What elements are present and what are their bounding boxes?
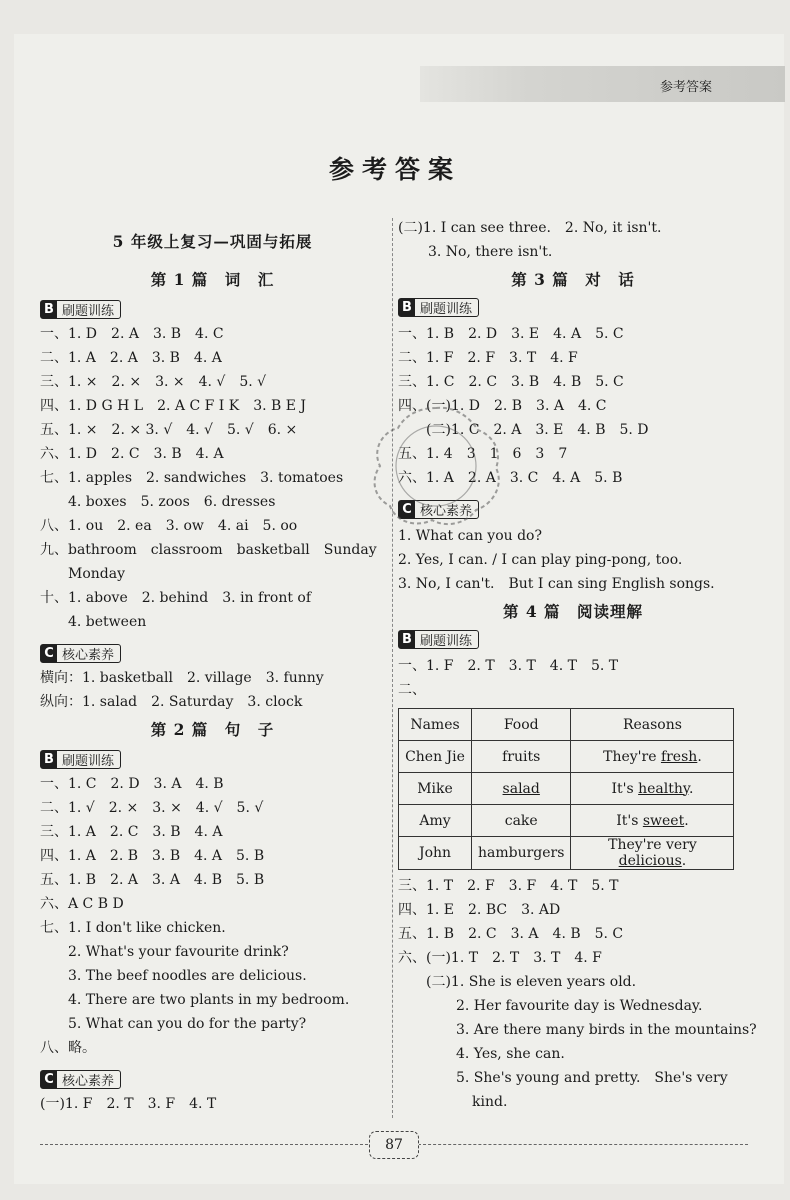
reason-text: . [684, 812, 689, 829]
answer-line: 4. Yes, she can. [456, 1046, 565, 1062]
badge-text: 刷题训练 [62, 754, 115, 769]
answer-line: 四、1. E 2. BC 3. AD [398, 902, 561, 918]
badge-core [40, 1070, 121, 1089]
reason-keyword: delicious [618, 853, 682, 869]
answer-line: 六、(一)1. T 2. T 3. T 4. F [398, 950, 602, 966]
section-title-sentences: 第 2 篇 句 子 [150, 720, 275, 739]
badge-text: 刷题训练 [62, 304, 115, 319]
table-cell [571, 805, 734, 837]
page-number: 87 [369, 1131, 419, 1159]
answer-line: 4. There are two plants in my bedroom. [68, 992, 350, 1008]
table-cell: Amy [399, 805, 472, 837]
section-title-reading: 第 4 篇 阅读理解 [502, 602, 644, 621]
food-reasons-table [398, 708, 734, 870]
table-cell: Mike [399, 773, 472, 805]
answer-line: 八、略。 [40, 1040, 96, 1056]
reason-keyword: sweet [642, 812, 685, 829]
page-title: 参考答案 [328, 155, 461, 184]
answer-line: 三、1. T 2. F 3. F 4. T 5. T [398, 878, 619, 894]
badge-letter: C [41, 645, 57, 662]
answer-line: 二、1. √ 2. × 3. × 4. √ 5. √ [40, 800, 264, 816]
table-row [399, 805, 734, 837]
table-cell: hamburgers [472, 837, 571, 870]
table-row [399, 837, 734, 870]
answer-line: 3. No, there isn't. [428, 244, 553, 260]
answer-line: 纵向：1. salad 2. Saturday 3. clock [40, 694, 303, 710]
reason-text: They're [603, 748, 661, 765]
table-cell: cake [472, 805, 571, 837]
table-cell: John [399, 837, 472, 870]
reason-keyword: fresh [660, 748, 698, 765]
answer-line: 四、1. D G H L 2. A C F I K 3. B E J [40, 398, 307, 414]
badge-text: 刷题训练 [420, 302, 473, 317]
badge-letter: B [399, 299, 415, 316]
footer-divider-right [418, 1144, 748, 1145]
answer-line: 二、1. A 2. A 3. B 4. A [40, 350, 222, 366]
answer-line: 三、1. A 2. C 3. B 4. A [40, 824, 223, 840]
table-header: Food [472, 709, 571, 741]
reason-text: . [688, 780, 694, 797]
badge-text: 核心素养 [62, 1074, 115, 1089]
answer-line: 三、1. C 2. C 3. B 4. B 5. C [398, 374, 624, 390]
answer-line: 七、1. apples 2. sandwiches 3. tomatoes [40, 470, 344, 486]
answer-line: 七、1. I don't like chicken. [40, 920, 226, 936]
table-row [399, 741, 734, 773]
badge-practice [40, 300, 121, 319]
answer-line: 八、1. ou 2. ea 3. ow 4. ai 5. oo [40, 518, 298, 534]
reason-keyword: healthy [638, 780, 689, 797]
answer-line: (一)1. F 2. T 3. F 4. T [40, 1096, 217, 1112]
answer-line: 二、 [398, 682, 426, 698]
badge-letter: B [41, 751, 57, 768]
badge-letter: C [41, 1071, 57, 1088]
answer-line: 3. Are there many birds in the mountains? [456, 1022, 757, 1038]
answer-line: 九、bathroom classroom basketball Sunday [40, 542, 377, 558]
answer-line: 2. Her favourite day is Wednesday. [456, 998, 703, 1014]
reason-text: . [681, 853, 687, 869]
answer-line: (二)1. C 2. A 3. E 4. B 5. D [426, 422, 649, 438]
table-cell: fruits [472, 741, 571, 773]
answer-line: 4. boxes 5. zoos 6. dresses [68, 494, 276, 510]
badge-practice [398, 298, 479, 317]
table-header: Reasons [571, 709, 734, 741]
answer-line: 一、1. B 2. D 3. E 4. A 5. C [398, 326, 624, 342]
answer-line: 三、1. × 2. × 3. × 4. √ 5. √ [40, 374, 267, 390]
section-title-dialogue: 第 3 篇 对 话 [511, 270, 635, 289]
answer-line: 横向：1. basketball 2. village 3. funny [40, 670, 324, 686]
badge-text: 刷题训练 [420, 634, 473, 649]
section-title-vocabulary: 第 1 篇 词 汇 [150, 270, 275, 289]
answer-line: 一、1. D 2. A 3. B 4. C [40, 326, 224, 342]
table-cell [472, 773, 571, 805]
answer-line: 二、1. F 2. F 3. T 4. F [398, 350, 578, 366]
badge-letter: B [41, 301, 57, 318]
badge-text: 核心素养 [420, 504, 473, 519]
answer-line: 五、1. × 2. × 3. √ 4. √ 5. √ 6. × [40, 422, 298, 438]
table-cell [571, 741, 734, 773]
answer-line: 1. What can you do? [398, 528, 542, 544]
answer-line: 3. No, I can't. But I can sing English songs. [398, 576, 715, 592]
unit-title: 5 年级上复习—巩固与拓展 [112, 232, 313, 251]
badge-practice [398, 630, 479, 649]
answer-line: 一、1. C 2. D 3. A 4. B [40, 776, 224, 792]
answer-line: 五、1. B 2. A 3. A 4. B 5. B [40, 872, 265, 888]
answer-line: 3. The beef noodles are delicious. [68, 968, 307, 984]
answer-line: 六、1. D 2. C 3. B 4. A [40, 446, 224, 462]
answer-line: 5. She's young and pretty. She's very [456, 1070, 728, 1086]
answer-line: 六、A C B D [40, 896, 124, 912]
answer-line: 五、1. 4 3 1 6 3 7 [398, 446, 568, 462]
table-header: Names [399, 709, 472, 741]
answer-line: (二)1. I can see three. 2. No, it isn't. [398, 220, 662, 236]
answer-line: kind. [472, 1094, 508, 1110]
answer-line: 5. What can you do for the party? [68, 1016, 307, 1032]
answer-line: 六、1. A 2. A 3. C 4. A 5. B [398, 470, 623, 486]
reason-text: . [697, 748, 702, 765]
food-keyword: salad [502, 780, 540, 797]
column-divider [392, 218, 393, 1118]
footer-divider-left [40, 1144, 368, 1145]
table-cell [571, 837, 734, 870]
table-row [399, 773, 734, 805]
table-header-row [399, 709, 734, 741]
reason-text: It's [611, 780, 639, 797]
header-title: 参考答案 [660, 80, 713, 95]
answer-line: Monday [68, 566, 125, 582]
table-cell [571, 773, 734, 805]
header-bar [420, 66, 785, 102]
answer-line: 五、1. B 2. C 3. A 4. B 5. C [398, 926, 624, 942]
answer-line: 4. between [68, 614, 147, 630]
answer-line: 十、1. above 2. behind 3. in front of [40, 590, 312, 606]
answer-line: 一、1. F 2. T 3. T 4. T 5. T [398, 658, 619, 674]
badge-letter: B [399, 631, 415, 648]
answer-line: 四、(一)1. D 2. B 3. A 4. C [398, 398, 607, 414]
answer-line: 四、1. A 2. B 3. B 4. A 5. B [40, 848, 265, 864]
table-cell: Chen Jie [399, 741, 472, 773]
answer-line: (二)1. She is eleven years old. [426, 974, 637, 990]
answer-line: 2. Yes, I can. / I can play ping-pong, too. [398, 552, 683, 568]
badge-practice [40, 750, 121, 769]
reason-text: They're very [608, 837, 697, 853]
badge-letter: C [399, 501, 415, 518]
badge-text: 核心素养 [62, 648, 115, 663]
reason-text: It's [616, 812, 643, 829]
badge-core [40, 644, 121, 663]
badge-core [398, 500, 479, 519]
answer-line: 2. What's your favourite drink? [68, 944, 289, 960]
